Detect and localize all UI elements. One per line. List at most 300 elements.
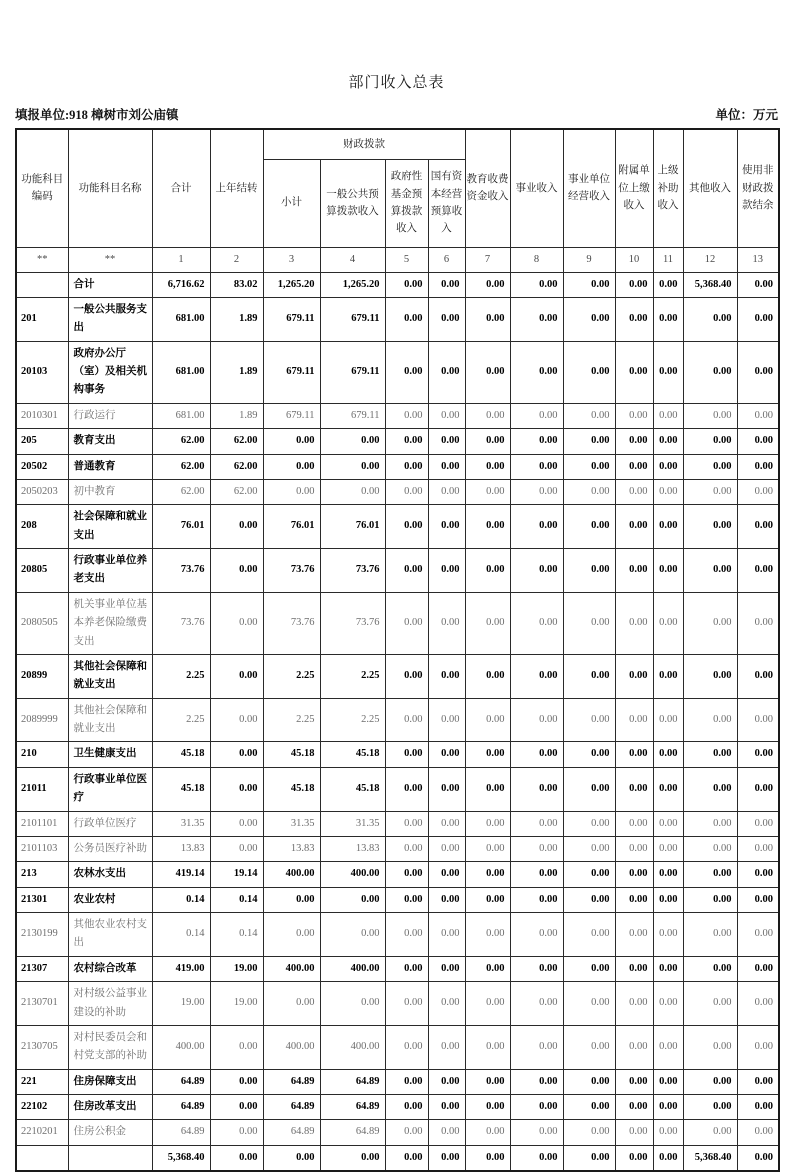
cell-function-code: 201 — [16, 297, 68, 341]
cell-amount: 0.00 — [510, 1069, 563, 1094]
cell-amount: 0.00 — [465, 479, 510, 504]
table-row — [16, 913, 779, 957]
cell-amount: 679.11 — [263, 341, 320, 403]
cell-amount: 0.00 — [210, 549, 263, 593]
cell-amount: 0.00 — [428, 982, 465, 1026]
cell-amount: 0.00 — [465, 982, 510, 1026]
cell-amount: 2.25 — [263, 654, 320, 698]
table-row — [16, 742, 779, 767]
cell-amount: 0.00 — [683, 698, 737, 742]
col-header-general-public-budget: 一般公共预算拨款收入 — [320, 159, 385, 247]
cell-amount: 0.00 — [737, 836, 779, 861]
column-index-cell: 2 — [210, 247, 263, 272]
cell-amount: 0.00 — [653, 297, 683, 341]
table-row — [16, 592, 779, 654]
table-row — [16, 811, 779, 836]
cell-amount: 0.14 — [210, 913, 263, 957]
column-index-cell: ** — [68, 247, 152, 272]
cell-amount: 0.00 — [428, 403, 465, 428]
cell-amount: 31.35 — [152, 811, 210, 836]
cell-amount: 64.89 — [152, 1069, 210, 1094]
cell-amount: 0.00 — [510, 742, 563, 767]
cell-amount: 400.00 — [263, 956, 320, 981]
cell-amount: 0.00 — [563, 811, 615, 836]
cell-amount: 0.00 — [428, 654, 465, 698]
page-title: 部门收入总表 — [348, 75, 445, 91]
cell-amount: 64.89 — [320, 1069, 385, 1094]
cell-amount: 0.00 — [465, 1025, 510, 1069]
cell-amount: 0.00 — [385, 742, 428, 767]
cell-amount: 0.00 — [465, 505, 510, 549]
cell-amount: 0.00 — [428, 297, 465, 341]
cell-amount: 0.00 — [510, 272, 563, 297]
cell-amount: 0.00 — [465, 1095, 510, 1120]
cell-function-code: 2210201 — [16, 1120, 68, 1145]
cell-amount: 0.00 — [653, 698, 683, 742]
cell-amount: 0.00 — [653, 454, 683, 479]
cell-amount: 0.00 — [263, 479, 320, 504]
cell-amount: 0.00 — [653, 767, 683, 811]
cell-amount: 0.00 — [615, 1069, 653, 1094]
cell-amount: 0.14 — [152, 913, 210, 957]
cell-amount: 13.83 — [320, 836, 385, 861]
table-row — [16, 862, 779, 887]
cell-amount: 0.00 — [210, 767, 263, 811]
cell-amount: 0.00 — [510, 1120, 563, 1145]
cell-function-code: 2080505 — [16, 592, 68, 654]
col-header-state-capital-budget: 国有资本经营预算收入 — [428, 159, 465, 247]
cell-amount: 0.00 — [563, 341, 615, 403]
cell-amount: 0.00 — [465, 1145, 510, 1171]
cell-amount: 0.00 — [465, 767, 510, 811]
cell-function-name: 卫生健康支出 — [68, 742, 152, 767]
cell-amount: 0.00 — [428, 341, 465, 403]
col-header-carryover: 上年结转 — [210, 129, 263, 247]
cell-amount: 0.00 — [320, 982, 385, 1026]
cell-amount: 45.18 — [320, 742, 385, 767]
cell-amount: 0.00 — [428, 1120, 465, 1145]
cell-amount: 0.00 — [737, 297, 779, 341]
cell-amount: 0.00 — [737, 403, 779, 428]
cell-amount: 0.00 — [510, 341, 563, 403]
cell-amount: 400.00 — [320, 956, 385, 981]
column-index-cell: 11 — [653, 247, 683, 272]
cell-amount: 0.00 — [737, 767, 779, 811]
cell-function-name: 政府办公厅（室）及相关机构事务 — [68, 341, 152, 403]
cell-function-name — [68, 1145, 152, 1171]
cell-amount: 0.00 — [615, 887, 653, 912]
cell-amount: 0.00 — [653, 429, 683, 454]
cell-amount: 0.00 — [385, 887, 428, 912]
cell-amount: 0.00 — [263, 887, 320, 912]
cell-amount: 419.00 — [152, 956, 210, 981]
cell-amount: 0.00 — [385, 1145, 428, 1171]
cell-amount: 679.11 — [320, 297, 385, 341]
cell-function-code: 22102 — [16, 1095, 68, 1120]
cell-amount: 0.00 — [615, 698, 653, 742]
cell-function-code: 2010301 — [16, 403, 68, 428]
cell-amount: 0.00 — [683, 403, 737, 428]
cell-amount: 0.00 — [428, 454, 465, 479]
cell-amount: 0.00 — [563, 1120, 615, 1145]
cell-amount: 0.00 — [653, 1025, 683, 1069]
cell-amount: 0.00 — [563, 982, 615, 1026]
cell-amount: 0.00 — [385, 549, 428, 593]
cell-amount: 679.11 — [320, 403, 385, 428]
cell-amount: 679.11 — [263, 297, 320, 341]
cell-amount: 0.00 — [653, 1120, 683, 1145]
cell-amount: 0.00 — [563, 654, 615, 698]
cell-amount: 0.00 — [510, 549, 563, 593]
cell-amount: 0.00 — [320, 1145, 385, 1171]
cell-function-name: 住房保障支出 — [68, 1069, 152, 1094]
cell-amount: 0.00 — [320, 429, 385, 454]
cell-amount: 0.00 — [563, 862, 615, 887]
cell-function-name: 行政事业单位医疗 — [68, 767, 152, 811]
cell-amount: 0.14 — [152, 887, 210, 912]
cell-amount: 0.00 — [465, 341, 510, 403]
cell-amount: 2.25 — [152, 698, 210, 742]
cell-amount: 0.00 — [428, 1095, 465, 1120]
table-row — [16, 956, 779, 981]
cell-function-code: 205 — [16, 429, 68, 454]
cell-amount: 0.00 — [210, 1120, 263, 1145]
cell-amount: 0.00 — [428, 811, 465, 836]
cell-amount: 0.00 — [615, 549, 653, 593]
cell-amount: 0.00 — [465, 454, 510, 479]
cell-function-name: 对村级公益事业建设的补助 — [68, 982, 152, 1026]
cell-function-code: 2101103 — [16, 836, 68, 861]
cell-amount: 0.00 — [510, 505, 563, 549]
cell-amount: 0.00 — [210, 811, 263, 836]
cell-amount: 0.00 — [737, 479, 779, 504]
cell-amount: 0.00 — [683, 862, 737, 887]
cell-amount: 0.00 — [465, 862, 510, 887]
table-row — [16, 1095, 779, 1120]
cell-amount: 0.00 — [683, 913, 737, 957]
cell-amount: 0.00 — [683, 592, 737, 654]
cell-amount: 0.00 — [428, 592, 465, 654]
cell-amount: 0.00 — [428, 887, 465, 912]
cell-amount: 0.00 — [385, 913, 428, 957]
cell-amount: 400.00 — [320, 862, 385, 887]
cell-amount: 19.00 — [210, 982, 263, 1026]
cell-amount: 0.00 — [320, 887, 385, 912]
cell-function-code: 2130705 — [16, 1025, 68, 1069]
cell-amount: 0.00 — [737, 272, 779, 297]
cell-amount: 0.00 — [210, 836, 263, 861]
cell-amount: 0.00 — [510, 1025, 563, 1069]
table-row — [16, 479, 779, 504]
cell-amount: 73.76 — [320, 592, 385, 654]
cell-amount: 73.76 — [152, 549, 210, 593]
cell-amount: 13.83 — [152, 836, 210, 861]
cell-amount: 0.00 — [385, 982, 428, 1026]
column-index-cell: 4 — [320, 247, 385, 272]
cell-amount: 62.00 — [210, 429, 263, 454]
cell-amount: 0.00 — [385, 654, 428, 698]
cell-amount: 0.00 — [385, 811, 428, 836]
cell-amount: 1.89 — [210, 341, 263, 403]
cell-amount: 0.00 — [563, 742, 615, 767]
cell-amount: 0.00 — [737, 742, 779, 767]
cell-amount: 0.00 — [465, 297, 510, 341]
cell-function-code: 208 — [16, 505, 68, 549]
table-row — [16, 297, 779, 341]
cell-amount: 0.00 — [465, 698, 510, 742]
cell-function-code: 20502 — [16, 454, 68, 479]
cell-amount: 0.00 — [428, 1025, 465, 1069]
cell-amount: 0.00 — [653, 505, 683, 549]
cell-amount: 0.00 — [737, 887, 779, 912]
cell-amount: 0.00 — [737, 429, 779, 454]
cell-amount: 0.00 — [263, 429, 320, 454]
cell-amount: 0.00 — [563, 1095, 615, 1120]
cell-amount: 0.00 — [465, 742, 510, 767]
table-row — [16, 505, 779, 549]
cell-amount: 0.00 — [563, 1145, 615, 1171]
cell-amount: 0.00 — [385, 297, 428, 341]
cell-amount: 0.00 — [210, 1025, 263, 1069]
cell-amount: 0.00 — [210, 505, 263, 549]
cell-amount: 0.00 — [510, 698, 563, 742]
cell-amount: 73.76 — [263, 592, 320, 654]
cell-amount: 62.00 — [152, 479, 210, 504]
cell-amount: 1.89 — [210, 403, 263, 428]
cell-amount: 0.00 — [465, 654, 510, 698]
cell-amount: 0.00 — [510, 811, 563, 836]
cell-amount: 64.89 — [320, 1095, 385, 1120]
col-header-subtotal: 小计 — [263, 159, 320, 247]
cell-function-name: 普通教育 — [68, 454, 152, 479]
cell-function-code: 210 — [16, 742, 68, 767]
cell-amount: 0.00 — [615, 913, 653, 957]
cell-amount: 0.00 — [683, 1095, 737, 1120]
cell-amount: 0.00 — [737, 549, 779, 593]
cell-amount: 0.00 — [428, 767, 465, 811]
cell-function-name: 住房公积金 — [68, 1120, 152, 1145]
cell-amount: 0.00 — [465, 403, 510, 428]
table-row — [16, 1120, 779, 1145]
cell-amount: 0.00 — [653, 272, 683, 297]
cell-amount: 0.00 — [210, 1069, 263, 1094]
cell-amount: 0.00 — [563, 272, 615, 297]
cell-amount: 0.00 — [510, 887, 563, 912]
cell-amount: 0.00 — [683, 505, 737, 549]
cell-amount: 62.00 — [152, 429, 210, 454]
table-row — [16, 272, 779, 297]
cell-function-name: 对村民委员会和村党支部的补助 — [68, 1025, 152, 1069]
cell-amount: 0.00 — [465, 429, 510, 454]
cell-amount: 681.00 — [152, 297, 210, 341]
cell-amount: 2.25 — [152, 654, 210, 698]
cell-amount: 0.00 — [263, 913, 320, 957]
cell-amount: 0.00 — [563, 698, 615, 742]
cell-function-name: 行政单位医疗 — [68, 811, 152, 836]
cell-amount: 0.00 — [210, 654, 263, 698]
cell-amount: 73.76 — [263, 549, 320, 593]
cell-function-code: 2101101 — [16, 811, 68, 836]
col-header-non-fiscal-balance: 使用非财政拨款结余 — [737, 129, 779, 247]
cell-amount: 5,368.40 — [683, 1145, 737, 1171]
cell-amount: 0.00 — [465, 956, 510, 981]
cell-amount: 0.00 — [563, 549, 615, 593]
column-index-cell: 5 — [385, 247, 428, 272]
cell-function-code: 20805 — [16, 549, 68, 593]
cell-amount: 0.00 — [563, 887, 615, 912]
cell-amount: 2.25 — [320, 654, 385, 698]
cell-amount: 73.76 — [152, 592, 210, 654]
column-index-cell: 3 — [263, 247, 320, 272]
cell-amount: 0.00 — [615, 956, 653, 981]
col-header-total: 合计 — [152, 129, 210, 247]
cell-amount: 0.00 — [737, 811, 779, 836]
cell-amount: 681.00 — [152, 403, 210, 428]
cell-amount: 681.00 — [152, 341, 210, 403]
cell-amount: 0.00 — [210, 1095, 263, 1120]
cell-amount: 31.35 — [320, 811, 385, 836]
cell-amount: 0.00 — [653, 1145, 683, 1171]
cell-amount: 0.00 — [737, 654, 779, 698]
cell-amount: 0.00 — [653, 592, 683, 654]
cell-amount: 0.00 — [428, 862, 465, 887]
cell-amount: 0.00 — [385, 836, 428, 861]
cell-amount: 0.00 — [683, 454, 737, 479]
cell-amount: 400.00 — [263, 862, 320, 887]
cell-amount: 45.18 — [320, 767, 385, 811]
column-index-cell: 10 — [615, 247, 653, 272]
cell-amount: 0.00 — [563, 956, 615, 981]
cell-amount: 0.00 — [385, 505, 428, 549]
cell-amount: 0.00 — [465, 811, 510, 836]
cell-amount: 0.00 — [615, 429, 653, 454]
cell-amount: 0.00 — [737, 698, 779, 742]
cell-amount: 0.00 — [615, 341, 653, 403]
cell-amount: 19.00 — [152, 982, 210, 1026]
cell-amount: 0.00 — [615, 982, 653, 1026]
cell-amount: 0.00 — [210, 698, 263, 742]
cell-amount: 0.00 — [615, 1025, 653, 1069]
cell-amount: 0.00 — [428, 836, 465, 861]
table-row — [16, 836, 779, 861]
column-index-row — [16, 247, 779, 272]
cell-function-name: 合计 — [68, 272, 152, 297]
cell-function-name: 公务员医疗补助 — [68, 836, 152, 861]
cell-amount: 0.00 — [510, 654, 563, 698]
cell-amount: 0.00 — [683, 742, 737, 767]
table-row — [16, 341, 779, 403]
cell-amount: 64.89 — [320, 1120, 385, 1145]
cell-function-code: 2050203 — [16, 479, 68, 504]
cell-amount: 0.00 — [653, 913, 683, 957]
cell-amount: 0.00 — [428, 272, 465, 297]
subheader-row — [15, 105, 778, 123]
col-group-fiscal-grant: 财政拨款 — [263, 129, 465, 159]
column-index-cell: ** — [16, 247, 68, 272]
cell-amount: 0.00 — [737, 862, 779, 887]
cell-function-name: 机关事业单位基本养老保险缴费支出 — [68, 592, 152, 654]
cell-amount: 0.00 — [563, 913, 615, 957]
cell-amount: 0.00 — [210, 742, 263, 767]
cell-amount: 1,265.20 — [320, 272, 385, 297]
cell-amount: 19.14 — [210, 862, 263, 887]
cell-amount: 0.00 — [737, 341, 779, 403]
cell-amount: 0.00 — [320, 454, 385, 479]
cell-amount: 5,368.40 — [683, 272, 737, 297]
cell-amount: 1.89 — [210, 297, 263, 341]
cell-function-code: 221 — [16, 1069, 68, 1094]
table-row — [16, 654, 779, 698]
cell-amount: 0.00 — [510, 836, 563, 861]
cell-amount: 400.00 — [263, 1025, 320, 1069]
column-index-cell: 8 — [510, 247, 563, 272]
cell-amount: 0.00 — [615, 836, 653, 861]
table-row — [16, 1025, 779, 1069]
cell-amount: 0.00 — [510, 1095, 563, 1120]
cell-amount: 0.00 — [615, 654, 653, 698]
cell-amount: 1,265.20 — [263, 272, 320, 297]
cell-amount: 0.14 — [210, 887, 263, 912]
cell-amount: 0.00 — [563, 403, 615, 428]
cell-amount: 0.00 — [465, 549, 510, 593]
cell-amount: 0.00 — [737, 1095, 779, 1120]
cell-amount: 0.00 — [465, 913, 510, 957]
col-header-operating-income: 事业收入 — [510, 129, 563, 247]
cell-function-name: 社会保障和就业支出 — [68, 505, 152, 549]
cell-amount: 0.00 — [385, 272, 428, 297]
cell-amount: 0.00 — [653, 862, 683, 887]
cell-amount: 64.89 — [152, 1120, 210, 1145]
cell-amount: 0.00 — [683, 982, 737, 1026]
cell-amount: 0.00 — [615, 767, 653, 811]
cell-amount: 0.00 — [465, 592, 510, 654]
cell-amount: 0.00 — [653, 1069, 683, 1094]
cell-amount: 0.00 — [428, 429, 465, 454]
cell-function-code: 2130199 — [16, 913, 68, 957]
cell-amount: 76.01 — [152, 505, 210, 549]
cell-amount: 0.00 — [563, 505, 615, 549]
cell-amount: 0.00 — [428, 549, 465, 593]
cell-function-code — [16, 272, 68, 297]
cell-amount: 0.00 — [683, 1120, 737, 1145]
table-row — [16, 454, 779, 479]
cell-amount: 0.00 — [737, 1025, 779, 1069]
money-unit-label: 单位：万元 — [715, 108, 778, 122]
cell-amount: 0.00 — [428, 742, 465, 767]
cell-amount: 45.18 — [263, 767, 320, 811]
table-row — [16, 767, 779, 811]
cell-amount: 0.00 — [210, 592, 263, 654]
cell-amount: 0.00 — [465, 1120, 510, 1145]
table-row — [16, 1069, 779, 1094]
cell-amount: 62.00 — [210, 479, 263, 504]
cell-amount: 0.00 — [683, 767, 737, 811]
cell-amount: 0.00 — [615, 403, 653, 428]
cell-amount: 0.00 — [653, 549, 683, 593]
cell-amount: 0.00 — [510, 592, 563, 654]
cell-amount: 0.00 — [615, 272, 653, 297]
cell-amount: 419.14 — [152, 862, 210, 887]
cell-function-code — [16, 1145, 68, 1171]
cell-function-name: 农林水支出 — [68, 862, 152, 887]
cell-amount: 0.00 — [385, 767, 428, 811]
cell-amount: 0.00 — [510, 862, 563, 887]
cell-function-code: 20899 — [16, 654, 68, 698]
cell-amount: 0.00 — [563, 836, 615, 861]
cell-amount: 0.00 — [465, 887, 510, 912]
cell-amount: 679.11 — [320, 341, 385, 403]
cell-amount: 6,716.62 — [152, 272, 210, 297]
